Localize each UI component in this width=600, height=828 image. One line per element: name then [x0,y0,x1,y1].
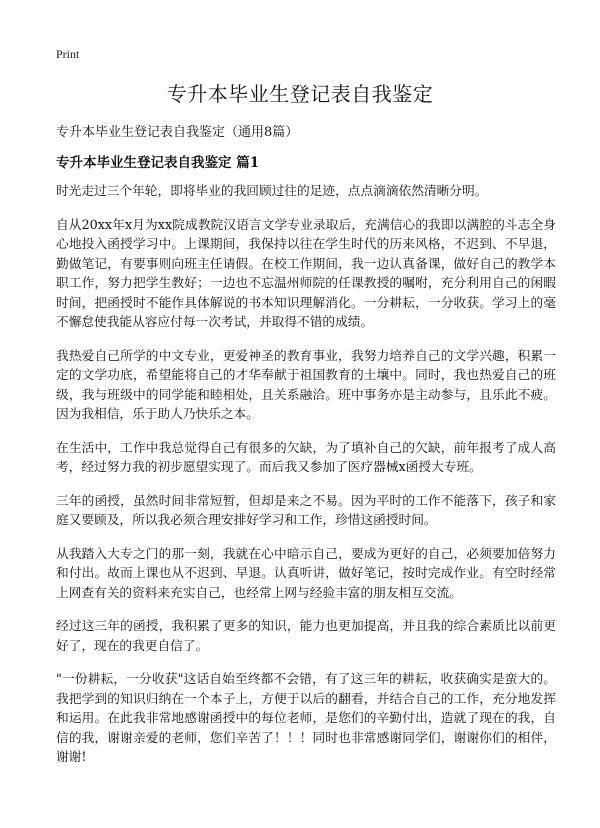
paragraph-4: 在生活中，工作中我总觉得自己有很多的欠缺，为了填补自己的欠缺，前年报考了成人高考，经过努力我的初步愿望实现了。而后我又参加了医疗器械x函授大专班。 [56,439,556,474]
paragraph-1: 时光走过三个年轮，即将毕业的我回顾过往的足迹，点点滴滴依然清晰分明。 [56,183,488,198]
paragraph-6: 从我踏入大专之门的那一刻，我就在心中暗示自己，要成为更好的自己，必须要加倍努力和付出。故而上课也从不迟到、早退。认真听讲，做好笔记，按时完成作业。有空时经常上网查有关的资料来充实自己，也经常上网与经验丰富的朋友相互交流。 [56,545,556,600]
document-subtitle: 专升本毕业生登记表自我鉴定（通用8篇） [56,125,299,140]
paragraph-8: "一份耕耘，一分收获"这话自始至终都不会错，有了这三年的耕耘，收获确实是蛮大的。我把学到的知识归纳在一个本子上，方便于以后的翻看，并结合自己的工作，充分地发挥和运用。在此我非常地感谢函授中的每位老师，是您们的辛勤付出，造就了现在的我，自信的我，谢谢亲爱的老师，您们辛苦了！！！同时也非常感谢同学们，谢谢你们的相伴，谢谢! [56,671,556,764]
section-heading: 专升本毕业生登记表自我鉴定 篇1 [56,155,260,171]
print-link[interactable]: Print [56,47,80,61]
paragraph-3: 我热爱自己所学的中文专业，更爱神圣的教育事业，我努力培养自己的文学兴趣，积累一定的文学功底，希望能将自己的才华奉献于祖国教育的土壤中。同时，我也热爱自己的班级，我与班级中的同学能和睦相处，且关系融洽。班中事务亦是主动参与，且乐此不疲。因为我相信，乐于助人乃快乐之本。 [56,347,556,421]
paragraph-7: 经过这三年的函授，我积累了更多的知识，能力也更加提高，并且我的综合素质比以前更好了，现在的我更自信了。 [56,618,556,653]
document-title: 专升本毕业生登记表自我鉴定 [166,82,434,106]
body-text [56,181,556,781]
paragraph-2: 自从20xx年x月为xx院成教院汉语言文学专业录取后，充满信心的我即以满腔的斗志全身心地投入函授学习中。上课期间，我保持以往在学生时代的历来风格，不迟到、不早退，勤做笔记，有要事则向班主任请假。在校工作期间，我一边认真备课，做好自己的教学本职工作，努力把学生教好；一边也不忘温州师院的任课教授的嘱咐，充分利用自己的闲暇时间，把函授时不能作具体解说的书本知识理解消化。一分耕耘，一分收获。学习上的毫不懈怠使我能从容应付每一次考试，并取得不错的成绩。 [56,216,556,329]
paragraph-5: 三年的函授，虽然时间非常短暂，但却是来之不易。因为平时的工作不能落下，孩子和家庭又要顾及，所以我必须合理安排好学习和工作，珍惜这函授时间。 [56,492,556,527]
